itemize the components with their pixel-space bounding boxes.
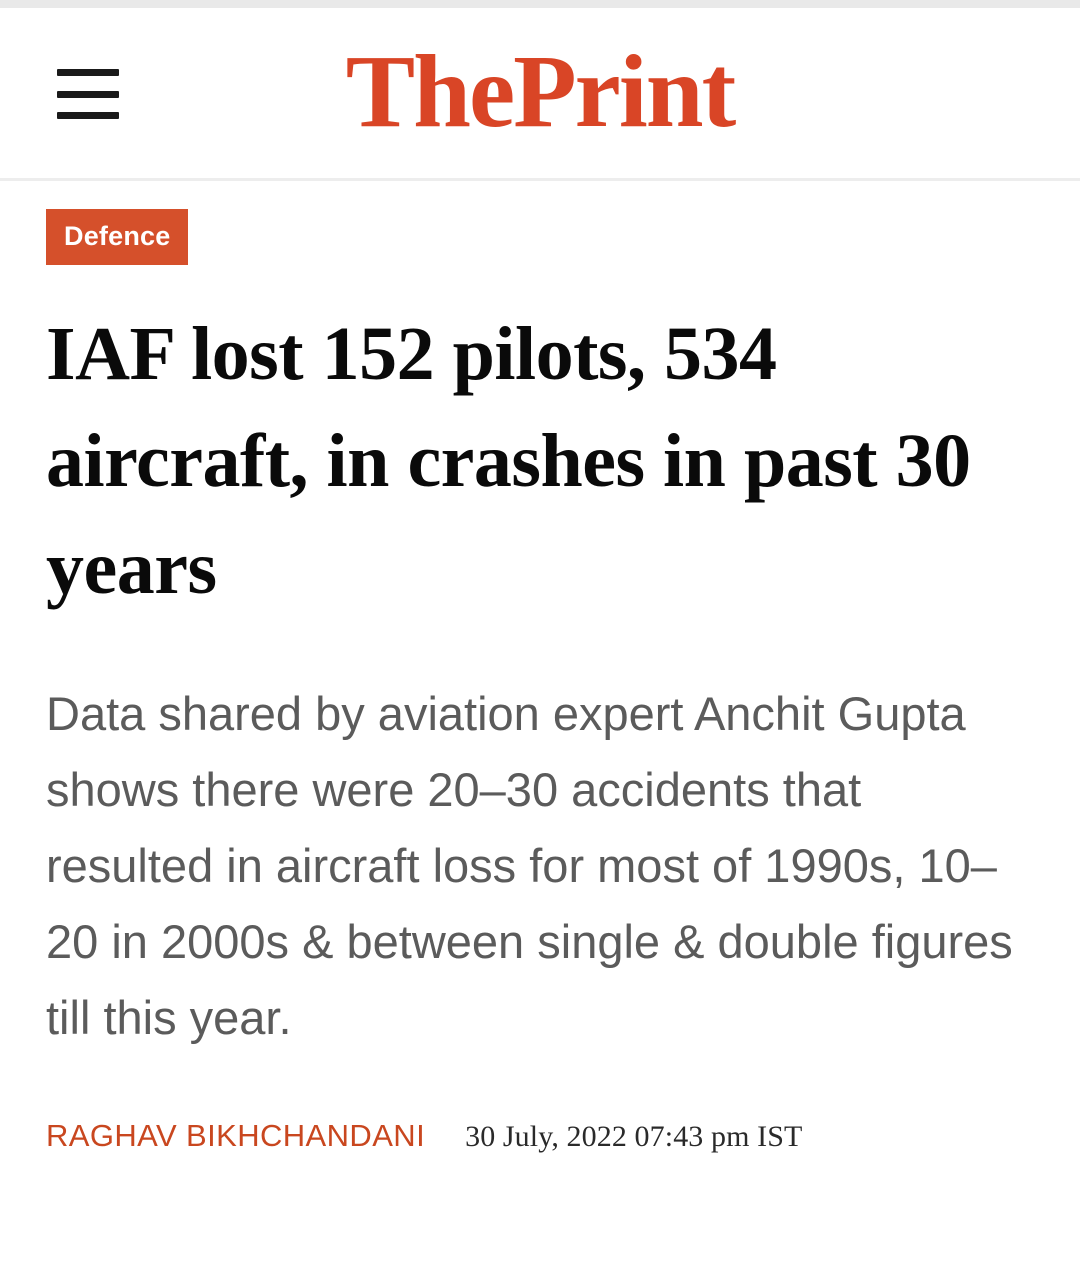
site-logo[interactable] xyxy=(0,30,1080,154)
article-author[interactable]: RAGHAV BIKHCHANDANI xyxy=(46,1118,426,1153)
site-masthead xyxy=(0,8,1080,181)
article-body xyxy=(0,209,1080,1154)
category-wrap xyxy=(46,209,1034,265)
site-logo-the: The xyxy=(345,34,514,149)
site-logo-print: Print xyxy=(513,34,735,149)
article-headline: IAF lost 152 pilots, 534 aircraft, in crashes in past 30 years xyxy=(46,312,971,610)
article-timestamp: 30 July, 2022 07:43 pm IST xyxy=(465,1120,803,1153)
article-summary: Data shared by aviation expert Anchit Gupta shows there were 20–30 accidents that resulted in aircraft loss for most of 1990s, 10–20 in 2000s & between single & double figures till this year. xyxy=(46,687,1013,1044)
byline-row xyxy=(46,1118,1034,1154)
top-strip xyxy=(0,0,1080,8)
category-badge[interactable]: Defence xyxy=(46,209,188,265)
